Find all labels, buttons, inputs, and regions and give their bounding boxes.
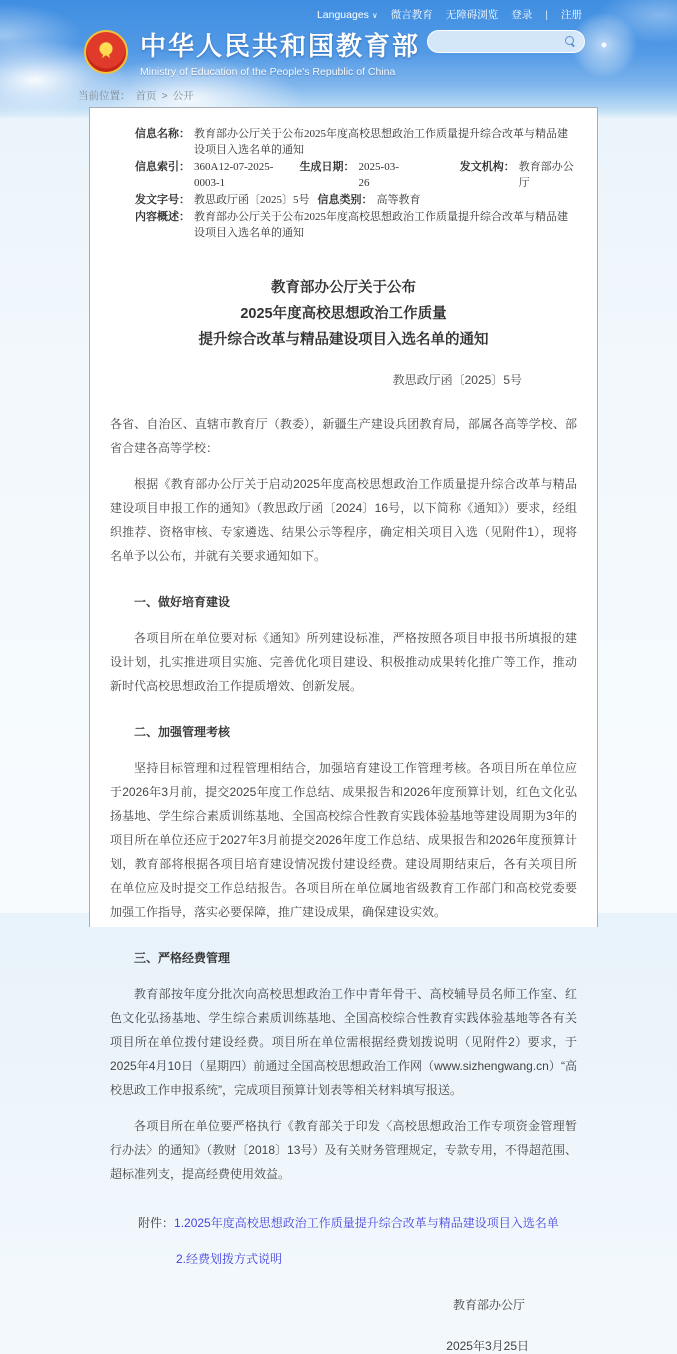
document-meta-table bbox=[135, 126, 577, 241]
nav-separator: | bbox=[545, 8, 548, 21]
nav-login-link[interactable]: 登录 bbox=[511, 9, 533, 21]
nav-weiyan-link[interactable]: 微言教育 bbox=[390, 9, 433, 21]
meta-name-value: 教育部办公厅关于公布2025年度高校思想政治工作质量提升综合改革与精品建设项目入选名单的通知 bbox=[194, 128, 568, 156]
intro-paragraph: 根据《教育部办公厅关于启动2025年度高校思想政治工作质量提升综合改革与精品建设项目申报工作的通知》（教思政厅函〔2024〕16号，以下简称《通知》）要求，经组织推荐、资格审核、专家遴选、结果公示等程序，确定相关项目入选（见附件1），现将名单予以公布，并就有关要求通知如下。 bbox=[110, 477, 577, 563]
document-number: 教思政厅函〔2025〕5号 bbox=[392, 373, 522, 387]
site-header bbox=[0, 0, 677, 118]
content-panel bbox=[89, 107, 598, 1353]
attachments-block bbox=[138, 1212, 577, 1270]
section-2-heading: 二、加强管理考核 bbox=[134, 725, 231, 739]
languages-menu[interactable] bbox=[317, 9, 378, 21]
section-2-paragraph: 坚持目标管理和过程管理相结合，加强培育建设工作管理考核。各项目所在单位应于2026年3月前，提交2025年度工作总结、成果报告和2026年度预算计划，红色文化弘扬基地、学生综合素质训练基地、全国高校综合性教育实践体验基地等建设周期为3年的项目所在单位还应于2027年3月前提交2026年度工作总结、成果报告和2026年度预算计划，教育部将根据各项目培育建设情况拨付建设经费。建设周期结束后，各有关项目所在单位应及时提交工作总结报告。各项目所在单位属地省级教育工作部门和高校党委要加强工作指导，落实必要保障，推广建设成果，确保建设实效。 bbox=[110, 761, 577, 919]
salutation: 各省、自治区、直辖市教育厅（教委），新疆生产建设兵团教育局，部属各高等学校、部省合建各高等学校： bbox=[110, 417, 577, 455]
meta-date-label: 生成日期： bbox=[299, 161, 355, 173]
title-line-1: 教育部办公厅关于公布 bbox=[271, 280, 416, 296]
nav-register-link[interactable]: 注册 bbox=[561, 9, 582, 21]
search-input[interactable] bbox=[438, 31, 563, 52]
document-date: 2025年3月25日 bbox=[446, 1339, 529, 1353]
meta-date-value: 2025-03-26 bbox=[358, 161, 399, 189]
section-1-heading: 一、做好培育建设 bbox=[134, 595, 231, 609]
document-signer: 教育部办公厅 bbox=[452, 1298, 525, 1312]
chevron-down-icon: ∨ bbox=[371, 10, 378, 20]
breadcrumb-label: 当前位置： bbox=[78, 90, 131, 102]
attachment-link-1[interactable]: 1.2025年度高校思想政治工作质量提升综合改革与精品建设项目入选名单 bbox=[174, 1216, 559, 1230]
attachment-link-2[interactable]: 2.经费划拨方式说明 bbox=[176, 1252, 283, 1266]
breadcrumb-current[interactable]: 公开 bbox=[172, 90, 194, 102]
meta-summary-label: 内容概述： bbox=[135, 211, 190, 223]
search-icon[interactable] bbox=[565, 36, 576, 47]
section-3-paragraph-2: 各项目所在单位要严格执行《教育部关于印发〈高校思想政治工作专项资金管理暂行办法〉的通知》（教财〔2018〕13号）及有关财务管理规定，专款专用，不得超范围、超标准列支，提高经费使用效益。 bbox=[110, 1119, 577, 1181]
meta-category-value: 高等教育 bbox=[376, 194, 421, 206]
meta-row-name bbox=[135, 126, 577, 158]
meta-name-label: 信息名称： bbox=[135, 128, 190, 140]
title-line-3: 提升综合改革与精品建设项目入选名单的通知 bbox=[198, 332, 489, 348]
section-1-paragraph: 各项目所在单位要对标《通知》所列建设标准，严格按照各项目申报书所填报的建设计划，扎实推进项目实施、完善优化项目建设、积极推动成果转化推广等工作，推动新时代高校思想政治工作提质增效、创新发展。 bbox=[110, 631, 577, 693]
attachments-label: 附件： bbox=[138, 1216, 175, 1230]
meta-summary-value: 教育部办公厅关于公布2025年度高校思想政治工作质量提升综合改革与精品建设项目入选名单的通知 bbox=[194, 211, 568, 239]
meta-org-value: 教育部办公厅 bbox=[518, 161, 574, 189]
languages-label: Languages bbox=[316, 8, 369, 21]
meta-row-index bbox=[135, 159, 577, 191]
site-title-en: Ministry of Education of the People's Republic of China bbox=[140, 66, 396, 78]
search-box[interactable] bbox=[427, 30, 585, 53]
document-title bbox=[110, 275, 577, 353]
meta-row-docno bbox=[135, 192, 577, 208]
document-body bbox=[110, 412, 577, 1186]
star-icon: ★ bbox=[98, 42, 114, 62]
meta-index-value: 360A12-07-2025-0003-1 bbox=[194, 161, 274, 189]
meta-docno-label: 发文字号： bbox=[135, 194, 190, 206]
meta-category-label: 信息类别： bbox=[317, 194, 373, 206]
section-3-heading: 三、严格经费管理 bbox=[134, 951, 231, 965]
meta-org-label: 发文机构： bbox=[459, 161, 515, 173]
top-nav bbox=[317, 7, 582, 22]
title-line-2: 2025年度高校思想政治工作质量 bbox=[240, 306, 447, 322]
breadcrumb bbox=[78, 88, 194, 103]
site-title-zh: 中华人民共和国教育部 bbox=[140, 31, 421, 61]
section-3-paragraph-1: 教育部按年度分批次向高校思想政治工作中青年骨干、高校辅导员名师工作室、红色文化弘扬基地、学生综合素质训练基地、全国高校综合性教育实践体验基地等各有关项目所在单位拨付建设经费。项目所在单位需根据经费划拨说明（见附件2）要求，于2025年4月10日（星期四）前通过全国高校思想政治工作网（www.sizhengwang.cn）“高校思政工作申报系统”，完成项目预算计划表等相关材料填写报送。 bbox=[110, 987, 577, 1097]
meta-index-label: 信息索引： bbox=[135, 161, 190, 173]
breadcrumb-home-link[interactable]: 首页 bbox=[135, 90, 157, 102]
national-emblem-icon bbox=[84, 30, 128, 74]
site-logo[interactable] bbox=[84, 26, 420, 78]
breadcrumb-separator: > bbox=[161, 89, 168, 102]
nav-accessibility-link[interactable]: 无障碍浏览 bbox=[445, 9, 499, 21]
meta-docno-value: 教思政厅函〔2025〕5号 bbox=[194, 194, 310, 206]
meta-row-summary bbox=[135, 209, 577, 241]
